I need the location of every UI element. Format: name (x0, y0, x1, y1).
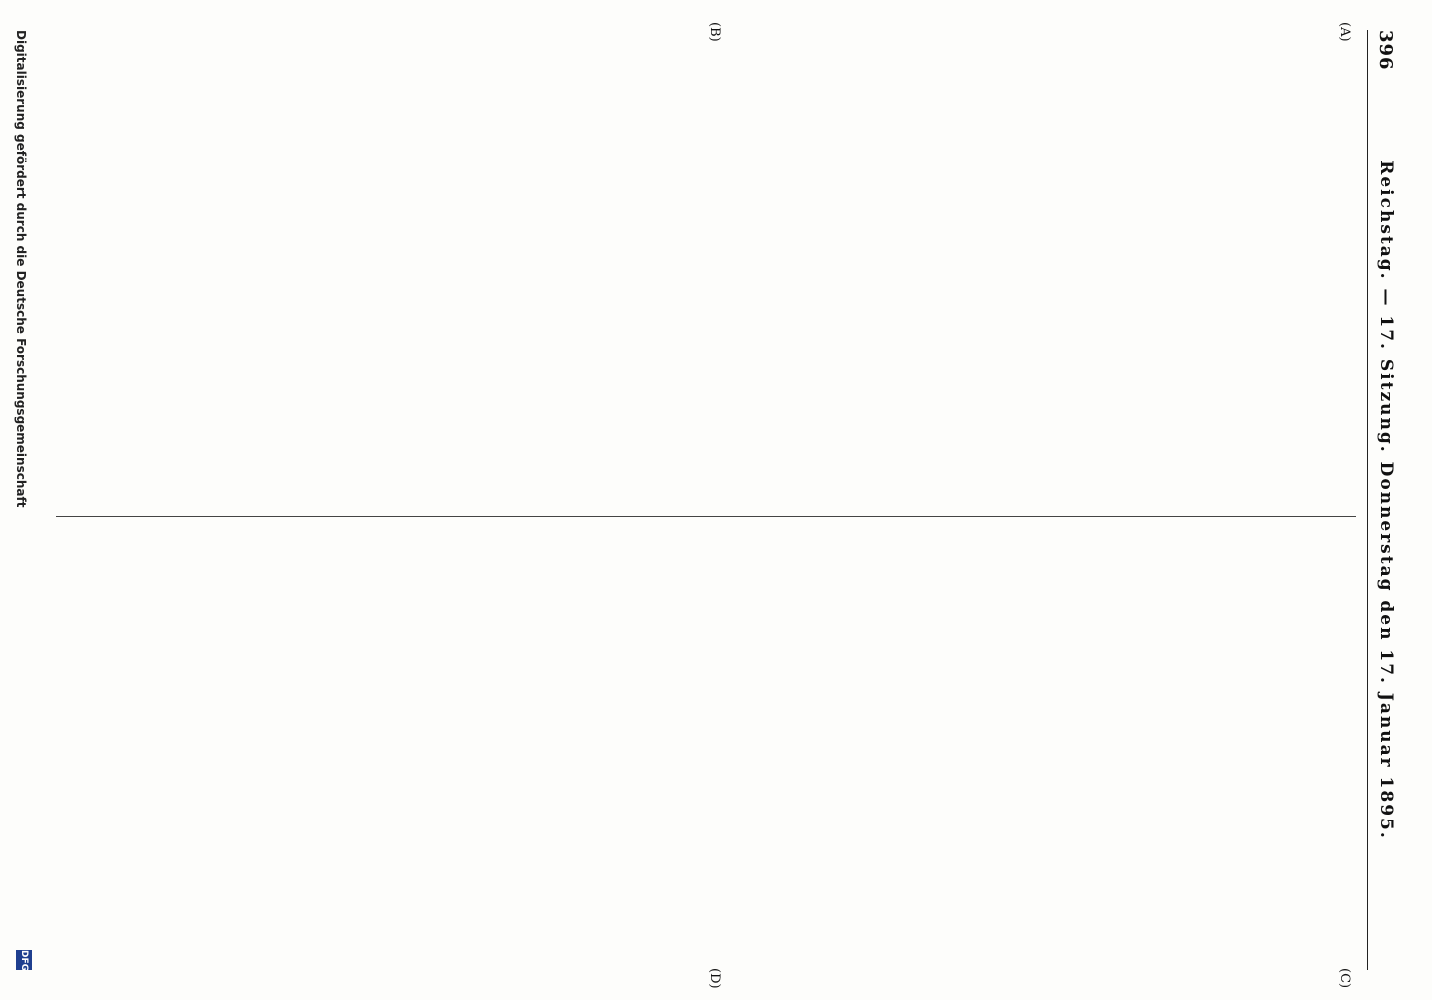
header-rule (1367, 30, 1368, 970)
dfg-logo: DFG (16, 950, 32, 970)
margin-marker-a: (A) (1337, 22, 1352, 42)
left-column-text (56, 70, 1356, 515)
page-number: 396 (1375, 30, 1396, 71)
digitization-note: Digitalisierung gefördert durch die Deutsche Forschungsgemeinschaft (14, 30, 28, 508)
margin-marker-d: (D) (707, 968, 722, 989)
right-column-text (56, 530, 1356, 975)
running-header: Reichstag. — 17. Sitzung. Donnerstag den 17. Januar 1895. (1376, 160, 1396, 840)
column-divider (56, 516, 1356, 517)
margin-marker-c: (C) (1337, 968, 1352, 989)
margin-marker-b: (B) (707, 22, 722, 42)
